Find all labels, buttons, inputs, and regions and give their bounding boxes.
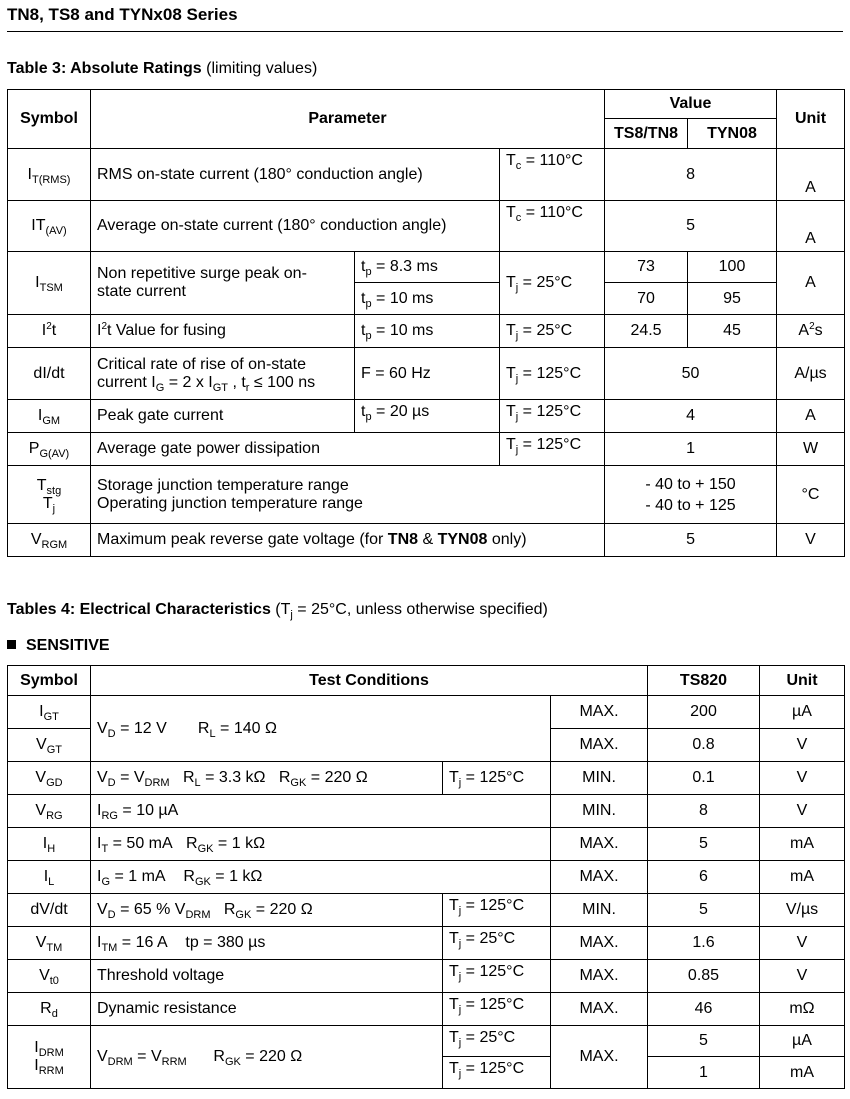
value-cell: 8: [648, 795, 760, 828]
table3-caption: Table 3: Absolute Ratings (limiting values): [7, 60, 318, 77]
limit-cell: MAX.: [551, 927, 648, 960]
pulse-duration-cell: $t_p = 10$ ms: [355, 315, 500, 348]
condition-cell: $T_c = 110^\circ C$: [500, 201, 605, 252]
table-row: [8, 696, 845, 729]
temperature-cell: $T_j = 125^\circ C$: [443, 762, 551, 795]
value-cell: 5: [648, 894, 760, 927]
temperature-cell: $T_j = 125^\circ C$: [443, 894, 551, 927]
col-header-test-conditions: Test Conditions: [91, 666, 648, 696]
symbol-cell: $I_{GT}$: [8, 696, 91, 729]
col-header-unit: Unit: [777, 90, 845, 149]
value-cell: 0.85: [648, 960, 760, 993]
limit-cell: MIN.: [551, 894, 648, 927]
value-cell: 5: [605, 201, 777, 252]
symbol-cell: $V_{GD}$: [8, 762, 91, 795]
condition-cell: $T_j = 125^\circ C$: [500, 348, 605, 400]
unit-cell: °C: [777, 466, 845, 524]
table-row: [8, 252, 845, 283]
symbol-cell: $I^2t$: [8, 315, 91, 348]
temperature-cell: $T_j = 25^\circ C$: [443, 927, 551, 960]
test-condition-cell: $V_{DRM} = V_{RRM}$ $R_{GK} = 220$ Ω: [91, 1026, 443, 1089]
temperature-cell: $T_j = 125^\circ C$: [443, 960, 551, 993]
test-condition-cell: $I_T = 50$ mA $R_{GK} = 1$ kΩ: [91, 828, 551, 861]
value-cell: 5: [605, 524, 777, 557]
condition-cell: $T_j = 25^\circ C$: [500, 315, 605, 348]
symbol-cell: $I_{T(RMS)}$: [8, 149, 91, 201]
col-header-ts8-tn8: TS8/TN8: [605, 119, 688, 149]
col-header-ts820: TS820: [648, 666, 760, 696]
limit-cell: MAX.: [551, 729, 648, 762]
unit-cell: mΩ: [760, 993, 845, 1026]
value-cell: 1: [648, 1057, 760, 1089]
table-row: [8, 960, 845, 993]
value-cell: 70: [605, 283, 688, 315]
test-condition-cell: Dynamic resistance: [91, 993, 443, 1026]
table-row: [8, 1026, 845, 1057]
value-cell: 46: [648, 993, 760, 1026]
value-cell: 0.1: [648, 762, 760, 795]
symbol-cell: $V_{RGM}$: [8, 524, 91, 557]
col-header-unit: Unit: [760, 666, 845, 696]
symbol-cell: $I_{GM}$: [8, 400, 91, 433]
value-cell: 1.6: [648, 927, 760, 960]
parameter-cell: Average on-state current (180° conduction angle): [91, 201, 500, 252]
value-cell: 45: [688, 315, 777, 348]
table-row: [8, 433, 845, 466]
unit-cell: A: [777, 400, 845, 433]
parameter-cell: Average gate power dissipation: [91, 433, 500, 466]
limit-cell: MAX.: [551, 696, 648, 729]
table-row: [8, 315, 845, 348]
value-cell: 73: [605, 252, 688, 283]
value-cell: 0.8: [648, 729, 760, 762]
limit-cell: MAX.: [551, 960, 648, 993]
electrical-characteristics-table: [7, 665, 845, 1089]
frequency-cell: F = 60 Hz: [355, 348, 500, 400]
table-row: [8, 927, 845, 960]
parameter-cell: Maximum peak reverse gate voltage (for TN8 & TYN08 only): [91, 524, 605, 557]
symbol-cell: dV/dt: [8, 894, 91, 927]
table-row: [8, 861, 845, 894]
unit-cell: V: [760, 927, 845, 960]
symbol-cell: $V_{t0}$: [8, 960, 91, 993]
unit-cell: V: [760, 960, 845, 993]
unit-cell: V: [760, 762, 845, 795]
temperature-cell: $T_j = 125^\circ C$: [443, 993, 551, 1026]
unit-cell: V/µs: [760, 894, 845, 927]
value-cell: 200: [648, 696, 760, 729]
limit-cell: MAX.: [551, 1026, 648, 1089]
table-row: [8, 524, 845, 557]
test-condition-cell: $I_{TM} = 16$ A tp = 380 µs: [91, 927, 443, 960]
table-row: [8, 894, 845, 927]
table-row: [8, 466, 845, 524]
unit-cell: A/µs: [777, 348, 845, 400]
col-header-symbol: Symbol: [8, 90, 91, 149]
unit-cell: W: [777, 433, 845, 466]
table-row: [8, 201, 845, 252]
table-header-row: [8, 666, 845, 696]
value-cell: 4: [605, 400, 777, 433]
condition-cell: $T_c = 110^\circ C$: [500, 149, 605, 201]
unit-cell: mA: [760, 1057, 845, 1089]
col-header-parameter: Parameter: [91, 90, 605, 149]
test-condition-cell: $V_D = 12$ V $R_L = 140$ Ω: [91, 696, 551, 762]
symbol-cell: $R_d$: [8, 993, 91, 1026]
limit-cell: MAX.: [551, 993, 648, 1026]
symbol-cell: dI/dt: [8, 348, 91, 400]
parameter-cell: Critical rate of rise of on-state current $I_G = 2$ x $I_{GT}$ , $t_r \le 100$ ns: [91, 348, 355, 400]
document-header-title: TN8, TS8 and TYNx08 Series: [7, 5, 238, 24]
unit-cell: A: [777, 252, 845, 315]
table-row: [8, 795, 845, 828]
parameter-cell: $I^2t$ Value for fusing: [91, 315, 355, 348]
table-row: [8, 993, 845, 1026]
test-condition-cell: Threshold voltage: [91, 960, 443, 993]
table-header-row: [8, 90, 845, 119]
absolute-ratings-table: [7, 89, 845, 557]
table4-caption: Tables 4: Electrical Characteristics ($T_j = 25^\circ C$, unless otherwise specified): [7, 601, 548, 621]
condition-cell: $T_j = 25^\circ C$: [500, 252, 605, 315]
table-row: [8, 762, 845, 795]
symbol-cell: $P_{G(AV)}$: [8, 433, 91, 466]
unit-cell: µA: [760, 696, 845, 729]
unit-cell: µA: [760, 1026, 845, 1057]
limit-cell: MAX.: [551, 861, 648, 894]
temperature-cell: $T_j = 125^\circ C$: [443, 1057, 551, 1089]
value-cell: 100: [688, 252, 777, 283]
value-cell: 95: [688, 283, 777, 315]
symbol-cell: $I_H$: [8, 828, 91, 861]
test-condition-cell: $V_D = V_{DRM}$ $R_L = 3.3$ kΩ $R_{GK} = 220$ Ω: [91, 762, 443, 795]
unit-cell: mA: [760, 828, 845, 861]
value-cell: 5: [648, 828, 760, 861]
symbol-cell: $V_{GT}$: [8, 729, 91, 762]
pulse-duration-cell: $t_p = 8.3$ ms: [355, 252, 500, 283]
test-condition-cell: $V_D = 65$ % $V_{DRM}$ $R_{GK} = 220$ Ω: [91, 894, 443, 927]
symbol-cell: $IT_{(AV)}$: [8, 201, 91, 252]
symbol-cell: $I_L$: [8, 861, 91, 894]
symbol-cell: $I_{TSM}$: [8, 252, 91, 315]
limit-cell: MIN.: [551, 795, 648, 828]
symbol-cell: $T_{stg}$ $T_j$: [8, 466, 91, 524]
unit-cell: mA: [760, 861, 845, 894]
symbol-cell: $V_{TM}$: [8, 927, 91, 960]
col-header-value: Value: [605, 90, 777, 119]
value-cell: 8: [605, 149, 777, 201]
parameter-cell: Storage junction temperature range Operating junction temperature range: [91, 466, 605, 524]
table-row: [8, 149, 845, 201]
value-cell: 50: [605, 348, 777, 400]
col-header-tyn08: TYN08: [688, 119, 777, 149]
pulse-duration-cell: $t_p = 10$ ms: [355, 283, 500, 315]
parameter-cell: Peak gate current: [91, 400, 355, 433]
value-cell: 6: [648, 861, 760, 894]
unit-cell: V: [760, 729, 845, 762]
test-condition-cell: $I_{RG} = 10$ µA: [91, 795, 551, 828]
pulse-duration-cell: $t_p = 20$ µs: [355, 400, 500, 433]
unit-cell: V: [760, 795, 845, 828]
symbol-cell: $I_{DRM}$ $I_{RRM}$: [8, 1026, 91, 1089]
value-cell: 1: [605, 433, 777, 466]
value-cell: - 40 to + 150 - 40 to + 125: [605, 466, 777, 524]
table-row: [8, 400, 845, 433]
table-row: [8, 348, 845, 400]
condition-cell: $T_j = 125^\circ C$: [500, 400, 605, 433]
test-condition-cell: $I_G = 1$ mA $R_{GK} = 1$ kΩ: [91, 861, 551, 894]
unit-cell: A: [777, 149, 845, 201]
parameter-cell: Non repetitive surge peak on- state current: [91, 252, 355, 315]
limit-cell: MIN.: [551, 762, 648, 795]
col-header-symbol: Symbol: [8, 666, 91, 696]
header-divider: [7, 31, 843, 32]
bullet-icon: [7, 640, 16, 649]
limit-cell: MAX.: [551, 828, 648, 861]
section-label-sensitive: SENSITIVE: [7, 637, 110, 655]
unit-cell: $A^2s$: [777, 315, 845, 348]
symbol-cell: $V_{RG}$: [8, 795, 91, 828]
unit-cell: A: [777, 201, 845, 252]
value-cell: 24.5: [605, 315, 688, 348]
unit-cell: V: [777, 524, 845, 557]
value-cell: 5: [648, 1026, 760, 1057]
temperature-cell: $T_j = 25^\circ C$: [443, 1026, 551, 1057]
condition-cell: $T_j = 125^\circ C$: [500, 433, 605, 466]
parameter-cell: RMS on-state current (180° conduction angle): [91, 149, 500, 201]
table-row: [8, 828, 845, 861]
